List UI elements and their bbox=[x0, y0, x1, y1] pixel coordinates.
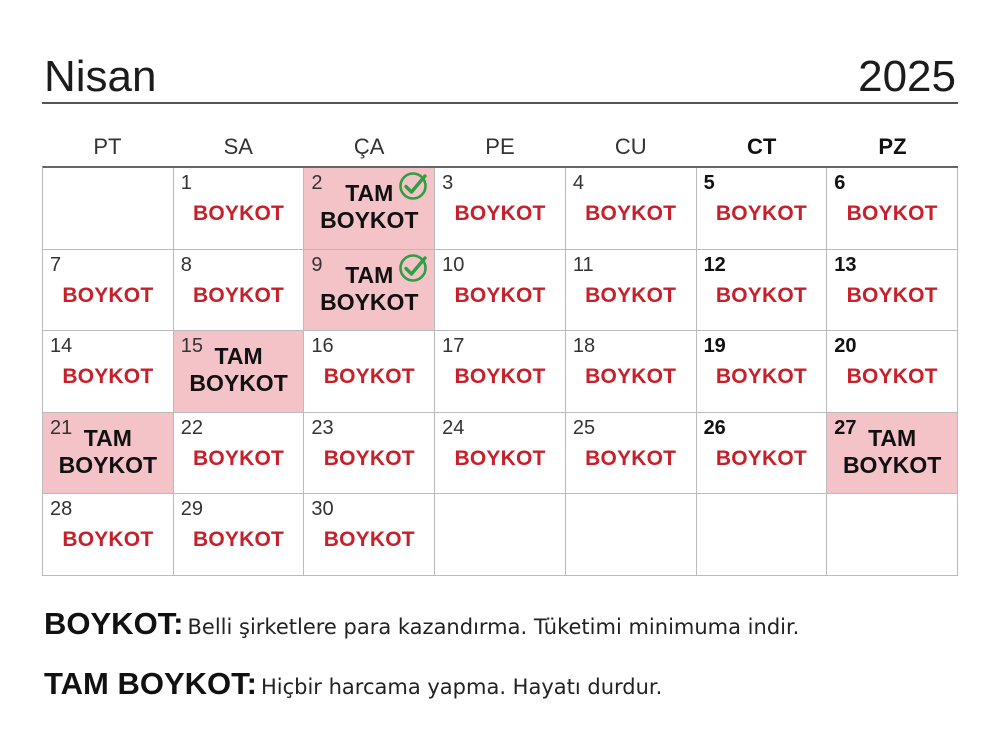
calendar-day-cell bbox=[43, 250, 174, 332]
calendar-day-cell bbox=[697, 250, 828, 332]
boykot-label: BOYKOT bbox=[715, 365, 807, 389]
calendar-day-cell bbox=[43, 494, 174, 576]
full-boykot-word-text: BOYKOT bbox=[58, 451, 158, 478]
weekday-header: SA bbox=[223, 134, 253, 159]
day-number: 30 bbox=[311, 498, 334, 521]
boykot-label: BOYKOT bbox=[193, 202, 285, 225]
calendar-day-cell bbox=[827, 168, 958, 250]
full-boykot-word-text: BOYKOT bbox=[320, 207, 419, 233]
day-number: 25 bbox=[572, 416, 596, 439]
day-number: 27 bbox=[834, 416, 857, 439]
calendar-day-cell bbox=[304, 250, 435, 332]
boykot-label: BOYKOT bbox=[193, 446, 285, 470]
calendar-day-cell bbox=[697, 494, 828, 576]
boykot-label: BOYKOT bbox=[585, 202, 677, 225]
weekday-header: PE bbox=[485, 134, 515, 159]
calendar-day-cell bbox=[827, 413, 958, 495]
boykot-label: BOYKOT bbox=[846, 202, 938, 225]
boykot-label: BOYKOT bbox=[454, 283, 546, 307]
day-number: 14 bbox=[50, 335, 73, 358]
legend-term: TAM BOYKOT: bbox=[44, 666, 257, 701]
day-number: 20 bbox=[834, 335, 857, 358]
calendar-day-cell bbox=[697, 413, 828, 495]
calendar-day-cell bbox=[174, 413, 305, 495]
calendar-grid bbox=[42, 166, 958, 576]
full-boykot-tam-text: TAM bbox=[345, 180, 394, 206]
legend-boykot bbox=[44, 606, 799, 642]
calendar-day-cell bbox=[304, 168, 435, 250]
day-number: 12 bbox=[703, 253, 726, 276]
full-boykot-tam-text: TAM bbox=[868, 424, 917, 451]
boykot-label: BOYKOT bbox=[846, 283, 938, 307]
calendar-day-cell bbox=[435, 250, 566, 332]
legend-definition: Hiçbir harcama yapma. Hayatı durdur. bbox=[260, 675, 663, 699]
calendar-day-cell bbox=[435, 494, 566, 576]
calendar-day-cell bbox=[827, 494, 958, 576]
boykot-label: BOYKOT bbox=[62, 528, 154, 552]
boykot-label: BOYKOT bbox=[715, 202, 807, 225]
boykot-label: BOYKOT bbox=[585, 446, 677, 470]
calendar-day-cell bbox=[566, 331, 697, 413]
day-number: 2 bbox=[311, 172, 323, 194]
full-boykot-label bbox=[43, 425, 173, 479]
legend-tam-boykot bbox=[44, 666, 662, 702]
full-boykot-word-text: BOYKOT bbox=[320, 288, 419, 315]
full-boykot-label bbox=[827, 425, 957, 479]
calendar-day-cell bbox=[174, 168, 305, 250]
boykot-label: BOYKOT bbox=[193, 528, 285, 552]
boykot-label: BOYKOT bbox=[323, 365, 415, 389]
day-number: 6 bbox=[834, 172, 846, 194]
day-number: 7 bbox=[50, 253, 62, 276]
calendar-day-cell bbox=[566, 168, 697, 250]
boykot-label: BOYKOT bbox=[585, 365, 677, 389]
calendar-day-cell bbox=[43, 168, 174, 250]
year-title: 2025 bbox=[858, 52, 956, 101]
title-divider bbox=[42, 102, 958, 104]
legend-term: BOYKOT: bbox=[44, 606, 184, 641]
calendar-day-cell bbox=[304, 331, 435, 413]
calendar-day-cell bbox=[174, 331, 305, 413]
legend-definition: Belli şirketlere para kazandırma. Tüketimi minimuma indir. bbox=[187, 615, 800, 639]
calendar-day-cell bbox=[827, 250, 958, 332]
boykot-label: BOYKOT bbox=[846, 365, 938, 389]
weekday-header-row bbox=[42, 130, 958, 164]
full-boykot-word-text: BOYKOT bbox=[842, 451, 942, 478]
boykot-label: BOYKOT bbox=[323, 528, 415, 552]
day-number: 10 bbox=[442, 253, 465, 276]
weekday-header: PZ bbox=[878, 134, 907, 159]
calendar-day-cell bbox=[435, 168, 566, 250]
calendar-day-cell bbox=[435, 413, 566, 495]
boykot-label: BOYKOT bbox=[454, 446, 546, 470]
boykot-label: BOYKOT bbox=[62, 283, 154, 307]
calendar-day-cell bbox=[43, 331, 174, 413]
weekday-header: CU bbox=[614, 134, 647, 159]
calendar-day-cell bbox=[566, 494, 697, 576]
calendar-day-cell bbox=[174, 494, 305, 576]
calendar-day-cell bbox=[304, 413, 435, 495]
calendar-day-cell bbox=[435, 331, 566, 413]
calendar-day-cell bbox=[566, 250, 697, 332]
weekday-header: PT bbox=[93, 134, 122, 159]
weekday-header: ÇA bbox=[353, 134, 385, 159]
full-boykot-tam-text: TAM bbox=[345, 261, 394, 288]
checkmark-icon bbox=[398, 171, 428, 201]
boykot-label: BOYKOT bbox=[715, 283, 807, 307]
day-number: 29 bbox=[180, 498, 203, 521]
boykot-label: BOYKOT bbox=[193, 283, 285, 307]
full-boykot-label bbox=[174, 343, 304, 397]
day-number: 3 bbox=[442, 172, 454, 194]
day-number: 13 bbox=[834, 253, 857, 276]
weekday-header: CT bbox=[746, 134, 777, 159]
day-number: 15 bbox=[180, 335, 203, 358]
day-number: 17 bbox=[442, 335, 465, 358]
full-boykot-word-text: BOYKOT bbox=[189, 370, 288, 397]
calendar-day-cell bbox=[827, 331, 958, 413]
day-number: 22 bbox=[180, 416, 203, 439]
boykot-label: BOYKOT bbox=[323, 446, 415, 470]
day-number: 1 bbox=[180, 172, 192, 194]
checkmark-icon bbox=[398, 253, 428, 283]
calendar-day-cell bbox=[304, 494, 435, 576]
day-number: 24 bbox=[442, 416, 465, 439]
boykot-label: BOYKOT bbox=[454, 202, 546, 225]
day-number: 18 bbox=[572, 335, 596, 358]
day-number: 26 bbox=[703, 416, 726, 439]
boykot-label: BOYKOT bbox=[62, 365, 154, 389]
day-number: 23 bbox=[311, 416, 334, 439]
day-number: 4 bbox=[572, 172, 584, 194]
calendar-day-cell bbox=[697, 168, 828, 250]
day-number: 19 bbox=[703, 335, 726, 358]
calendar-day-cell bbox=[43, 413, 174, 495]
calendar-day-cell bbox=[566, 413, 697, 495]
day-number: 28 bbox=[50, 498, 73, 521]
boykot-label: BOYKOT bbox=[585, 283, 677, 307]
day-number: 9 bbox=[311, 253, 323, 276]
full-boykot-tam-text: TAM bbox=[214, 343, 263, 370]
calendar-day-cell bbox=[697, 331, 828, 413]
boykot-label: BOYKOT bbox=[715, 446, 807, 470]
full-boykot-tam-text: TAM bbox=[83, 424, 132, 451]
day-number: 8 bbox=[180, 253, 192, 276]
day-number: 11 bbox=[572, 253, 594, 276]
month-title: Nisan bbox=[44, 52, 157, 101]
day-number: 21 bbox=[50, 416, 73, 439]
day-number: 16 bbox=[311, 335, 334, 358]
day-number: 5 bbox=[703, 172, 715, 194]
calendar-day-cell bbox=[174, 250, 305, 332]
boykot-label: BOYKOT bbox=[454, 365, 546, 389]
